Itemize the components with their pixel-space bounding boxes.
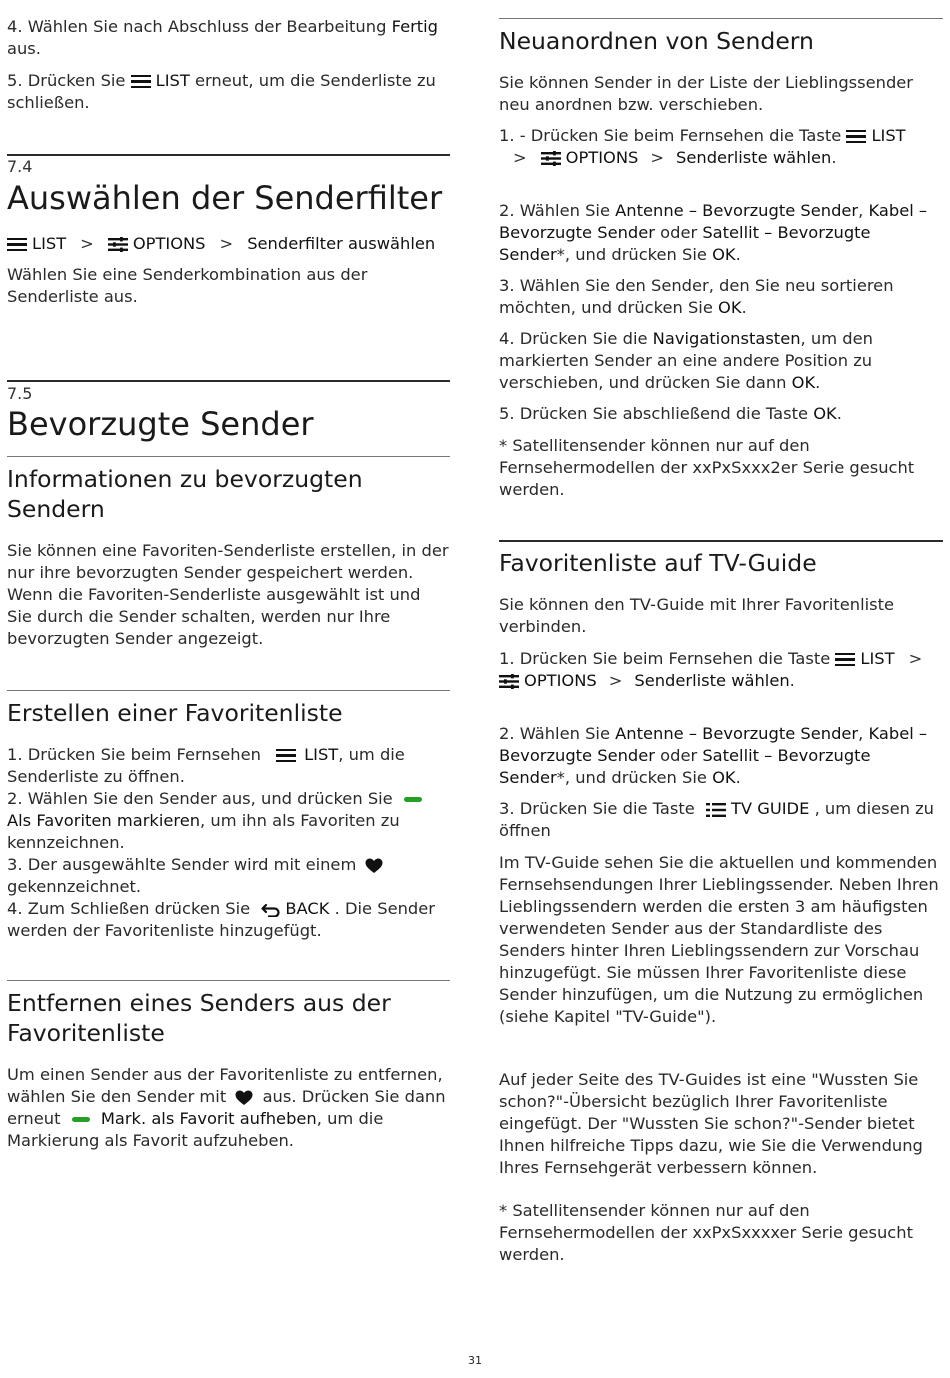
divider [7, 154, 450, 156]
reorder-step-3: 3. Wählen Sie den Sender, den Sie neu sortieren möchten, und drücken Sie OK. [499, 276, 894, 317]
divider [7, 456, 450, 457]
list-icon [131, 75, 151, 89]
create-step-2: 2. Wählen Sie den Sender aus, und drücken Sie Als Favoriten markieren, um ihn als Favoriten zu kennzeichnen. [7, 788, 450, 854]
tv-guide-icon [706, 803, 726, 817]
guide-step-1: 1. Drücken Sie beim Fernsehen die Taste LIST >OPTIONS > Senderliste wählen. [499, 649, 923, 690]
create-step-4: 4. Zum Schließen drücken Sie BACK . Die Sender werden der Favoritenliste hinzugefügt. [7, 899, 435, 940]
subsection-title: Entfernen eines Senders aus der Favoritenliste [7, 989, 391, 1047]
divider [7, 380, 450, 382]
create-steps [7, 744, 450, 942]
reorder-step-4: 4. Drücken Sie die Navigationstasten, um den markierten Sender an eine andere Position zu verschieben, und drücken Sie dann OK. [499, 329, 873, 392]
subsection-title: Neuanordnen von Sendern [499, 27, 814, 55]
section-body: Wählen Sie eine Senderkombination aus der Senderliste aus. [7, 265, 368, 306]
info-body: Sie können eine Favoriten-Senderliste erstellen, in der nur ihre bevorzugten Sender gespeichert werden. Wenn die Favoriten-Senderliste ausgewählt ist und Sie durch die Sender schalten, werden nur Ihre bevorzugten Sender angezeigt. [7, 541, 449, 648]
options-icon [499, 674, 519, 689]
subsection-title: Favoritenliste auf TV-Guide [499, 549, 817, 577]
options-icon [541, 151, 561, 166]
divider [499, 540, 943, 542]
green-button-icon [72, 1117, 90, 1122]
guide-step-2: 2. Wählen Sie Antenne – Bevorzugte Sender, Kabel – Bevorzugte Sender oder Satellit – Bevorzugte Sender*, und drücken Sie OK. [499, 724, 928, 787]
divider [7, 690, 450, 691]
step-5: 5. Drücken Sie LIST erneut, um die Senderliste zu schließen. [7, 71, 436, 112]
heart-icon [365, 858, 383, 874]
menu-path: LIST > OPTIONS > Senderfilter auswählen [7, 233, 450, 255]
section-number: 7.4 [7, 157, 33, 176]
guide-step-3: 3. Drücken Sie die Taste TV GUIDE , um diesen zu öffnen [499, 799, 935, 840]
guide-intro: Sie können den TV-Guide mit Ihrer Favoritenliste verbinden. [499, 595, 895, 636]
guide-paragraph-1: Im TV-Guide sehen Sie die aktuellen und kommenden Fernsehsendungen Ihrer Lieblingssender. Neben Ihren Lieblingssendern werden die ersten 3 am häufigsten verwendeten Sender aus der Standardliste des Senders hinter Ihren Lieblingssendern zur Vorschau hinzugefügt. Sie müssen Ihrer Favoritenliste diese Sender hinzufügen, um die Nutzung zu ermöglichen (siehe Kapitel "TV-Guide"). [499, 853, 939, 1026]
create-step-3: 3. Der ausgewählte Sender wird mit einem gekennzeichnet. [7, 854, 450, 898]
remove-body: Um einen Sender aus der Favoritenliste zu entfernen, wählen Sie den Sender mit aus. Drücken Sie dann erneut Mark. als Favorit aufheben, um die Markierung als Favorit aufzuheben. [7, 1065, 446, 1150]
list-icon [846, 130, 866, 144]
back-icon [261, 903, 281, 917]
list-icon [835, 653, 855, 667]
green-button-icon [404, 797, 422, 802]
section-title: Auswählen der Senderfilter [7, 179, 443, 217]
step-4: 4. Wählen Sie nach Abschluss der Bearbeitung Fertig aus. [7, 17, 439, 58]
reorder-step-5: 5. Drücken Sie abschließend die Taste OK. [499, 404, 842, 423]
create-step-1: 1. Drücken Sie beim Fernsehen LIST, um die Senderliste zu öffnen. [7, 745, 405, 786]
section-number: 7.5 [7, 384, 33, 403]
section-title: Bevorzugte Sender [7, 405, 314, 443]
subsection-title: Informationen zu bevorzugten Sendern [7, 465, 363, 523]
guide-paragraph-2: Auf jeder Seite des TV-Guides ist eine "Wussten Sie schon?"-Übersicht bezüglich Ihrer Favoritenliste eingefügt. Der "Wussten Sie schon?"-Sender bietet Ihnen hilfreiche Tipps dazu, wie Sie die Verwendung Ihres Fernsehgerät verbessern können. [499, 1070, 923, 1177]
divider [7, 980, 450, 981]
fertig-label: Fertig [391, 17, 439, 36]
reorder-step-2: 2. Wählen Sie Antenne – Bevorzugte Sender, Kabel – Bevorzugte Sender oder Satellit – Bevorzugte Sender*, und drücken Sie OK. [499, 201, 928, 264]
guide-note: * Satellitensender können nur auf den Fernsehermodellen der xxPxSxxxxer Serie gesucht werden. [499, 1201, 913, 1264]
page-number: 31 [468, 1354, 482, 1367]
list-icon [7, 238, 27, 252]
subsection-title: Erstellen einer Favoritenliste [7, 699, 343, 727]
reorder-step-1: 1. - Drücken Sie beim Fernsehen die Taste LIST> OPTIONS > Senderliste wählen. [499, 126, 906, 167]
reorder-intro: Sie können Sender in der Liste der Lieblingssender neu anordnen bzw. verschieben. [499, 73, 914, 114]
list-icon [276, 749, 296, 763]
reorder-note: * Satellitensender können nur auf den Fernsehermodellen der xxPxSxxx2er Serie gesucht werden. [499, 436, 915, 499]
options-icon [108, 237, 128, 252]
divider [499, 18, 943, 19]
heart-icon [235, 1090, 253, 1106]
